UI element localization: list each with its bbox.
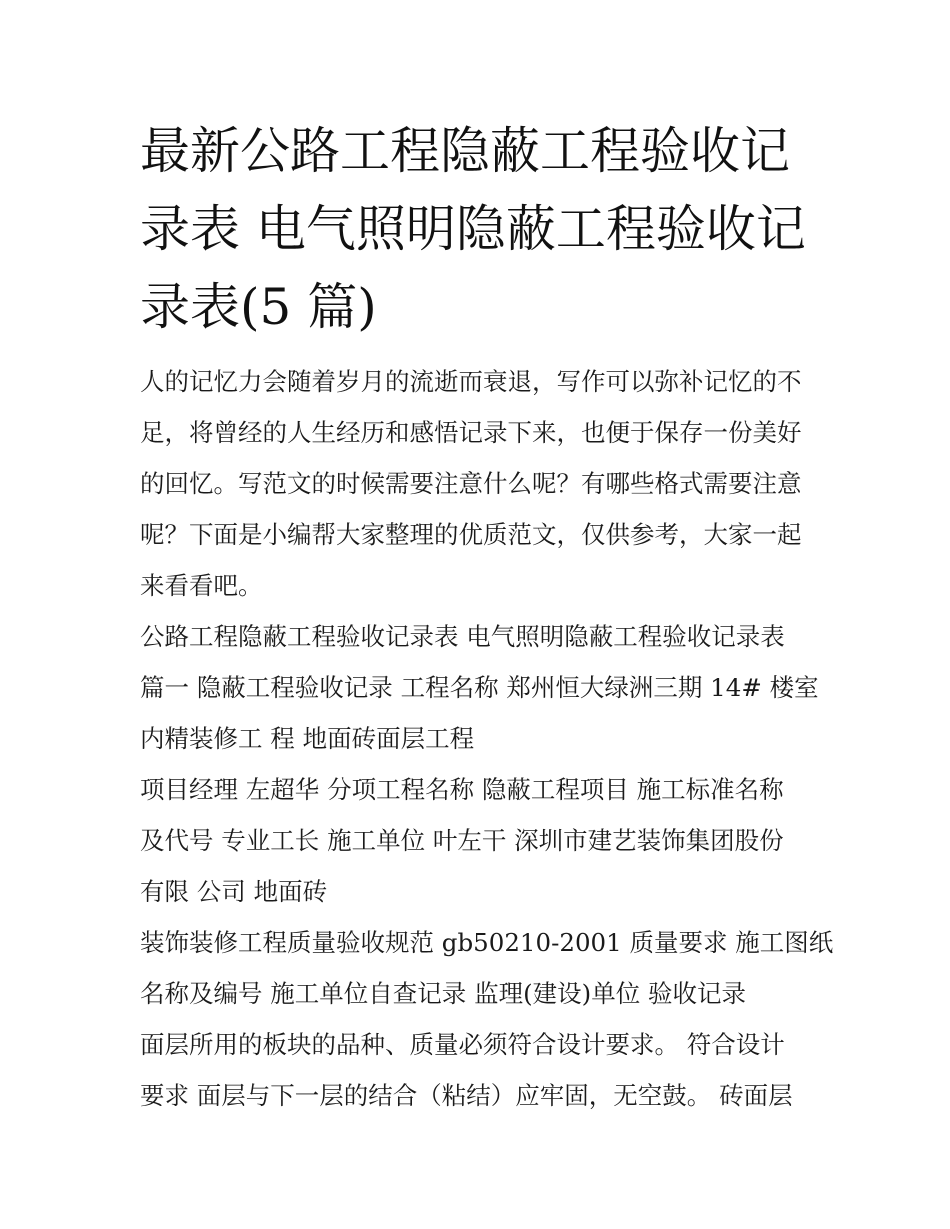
title-line: 录表 电气照明隐蔽工程验收记 — [140, 200, 806, 258]
body-line: 的回忆。写范文的时候需要注意什么呢？有哪些格式需要注意 — [140, 469, 802, 498]
body-line: 装饰装修工程质量验收规范 gb50210-2001 质量要求 施工图纸 — [140, 928, 834, 957]
title-line: 最新公路工程隐蔽工程验收记 — [140, 122, 790, 180]
body-line: 人的记忆力会随着岁月的流逝而衰退，写作可以弥补记忆的不 — [140, 367, 802, 396]
body-line: 篇一 隐蔽工程验收记录 工程名称 郑州恒大绿洲三期 14# 楼室 — [140, 673, 819, 702]
document-body — [140, 356, 834, 1121]
body-line: 公路工程隐蔽工程验收记录表 电气照明隐蔽工程验收记录表 — [140, 622, 785, 651]
body-line: 足，将曾经的人生经历和感悟记录下来，也便于保存一份美好 — [140, 418, 802, 447]
title-line: 录表(5 篇) — [140, 278, 377, 336]
body-line: 来看看吧。 — [140, 571, 263, 600]
body-line: 及代号 专业工长 施工单位 叶左干 深圳市建艺装饰集团股份 — [140, 826, 784, 855]
body-line: 内精装修工 程 地面砖面层工程 — [140, 724, 475, 753]
body-line: 呢？下面是小编帮大家整理的优质范文，仅供参考，大家一起 — [140, 520, 802, 549]
body-line: 要求 面层与下一层的结合（粘结）应牢固，无空鼓。 砖面层 — [140, 1081, 793, 1110]
body-line: 项目经理 左超华 分项工程名称 隐蔽工程项目 施工标准名称 — [140, 775, 784, 804]
body-line: 名称及编号 施工单位自查记录 监理(建设)单位 验收记录 — [140, 979, 746, 1008]
page-title — [140, 112, 820, 346]
body-line: 面层所用的板块的品种、质量必须符合设计要求。 符合设计 — [140, 1030, 785, 1059]
body-line: 有限 公司 地面砖 — [140, 877, 328, 906]
